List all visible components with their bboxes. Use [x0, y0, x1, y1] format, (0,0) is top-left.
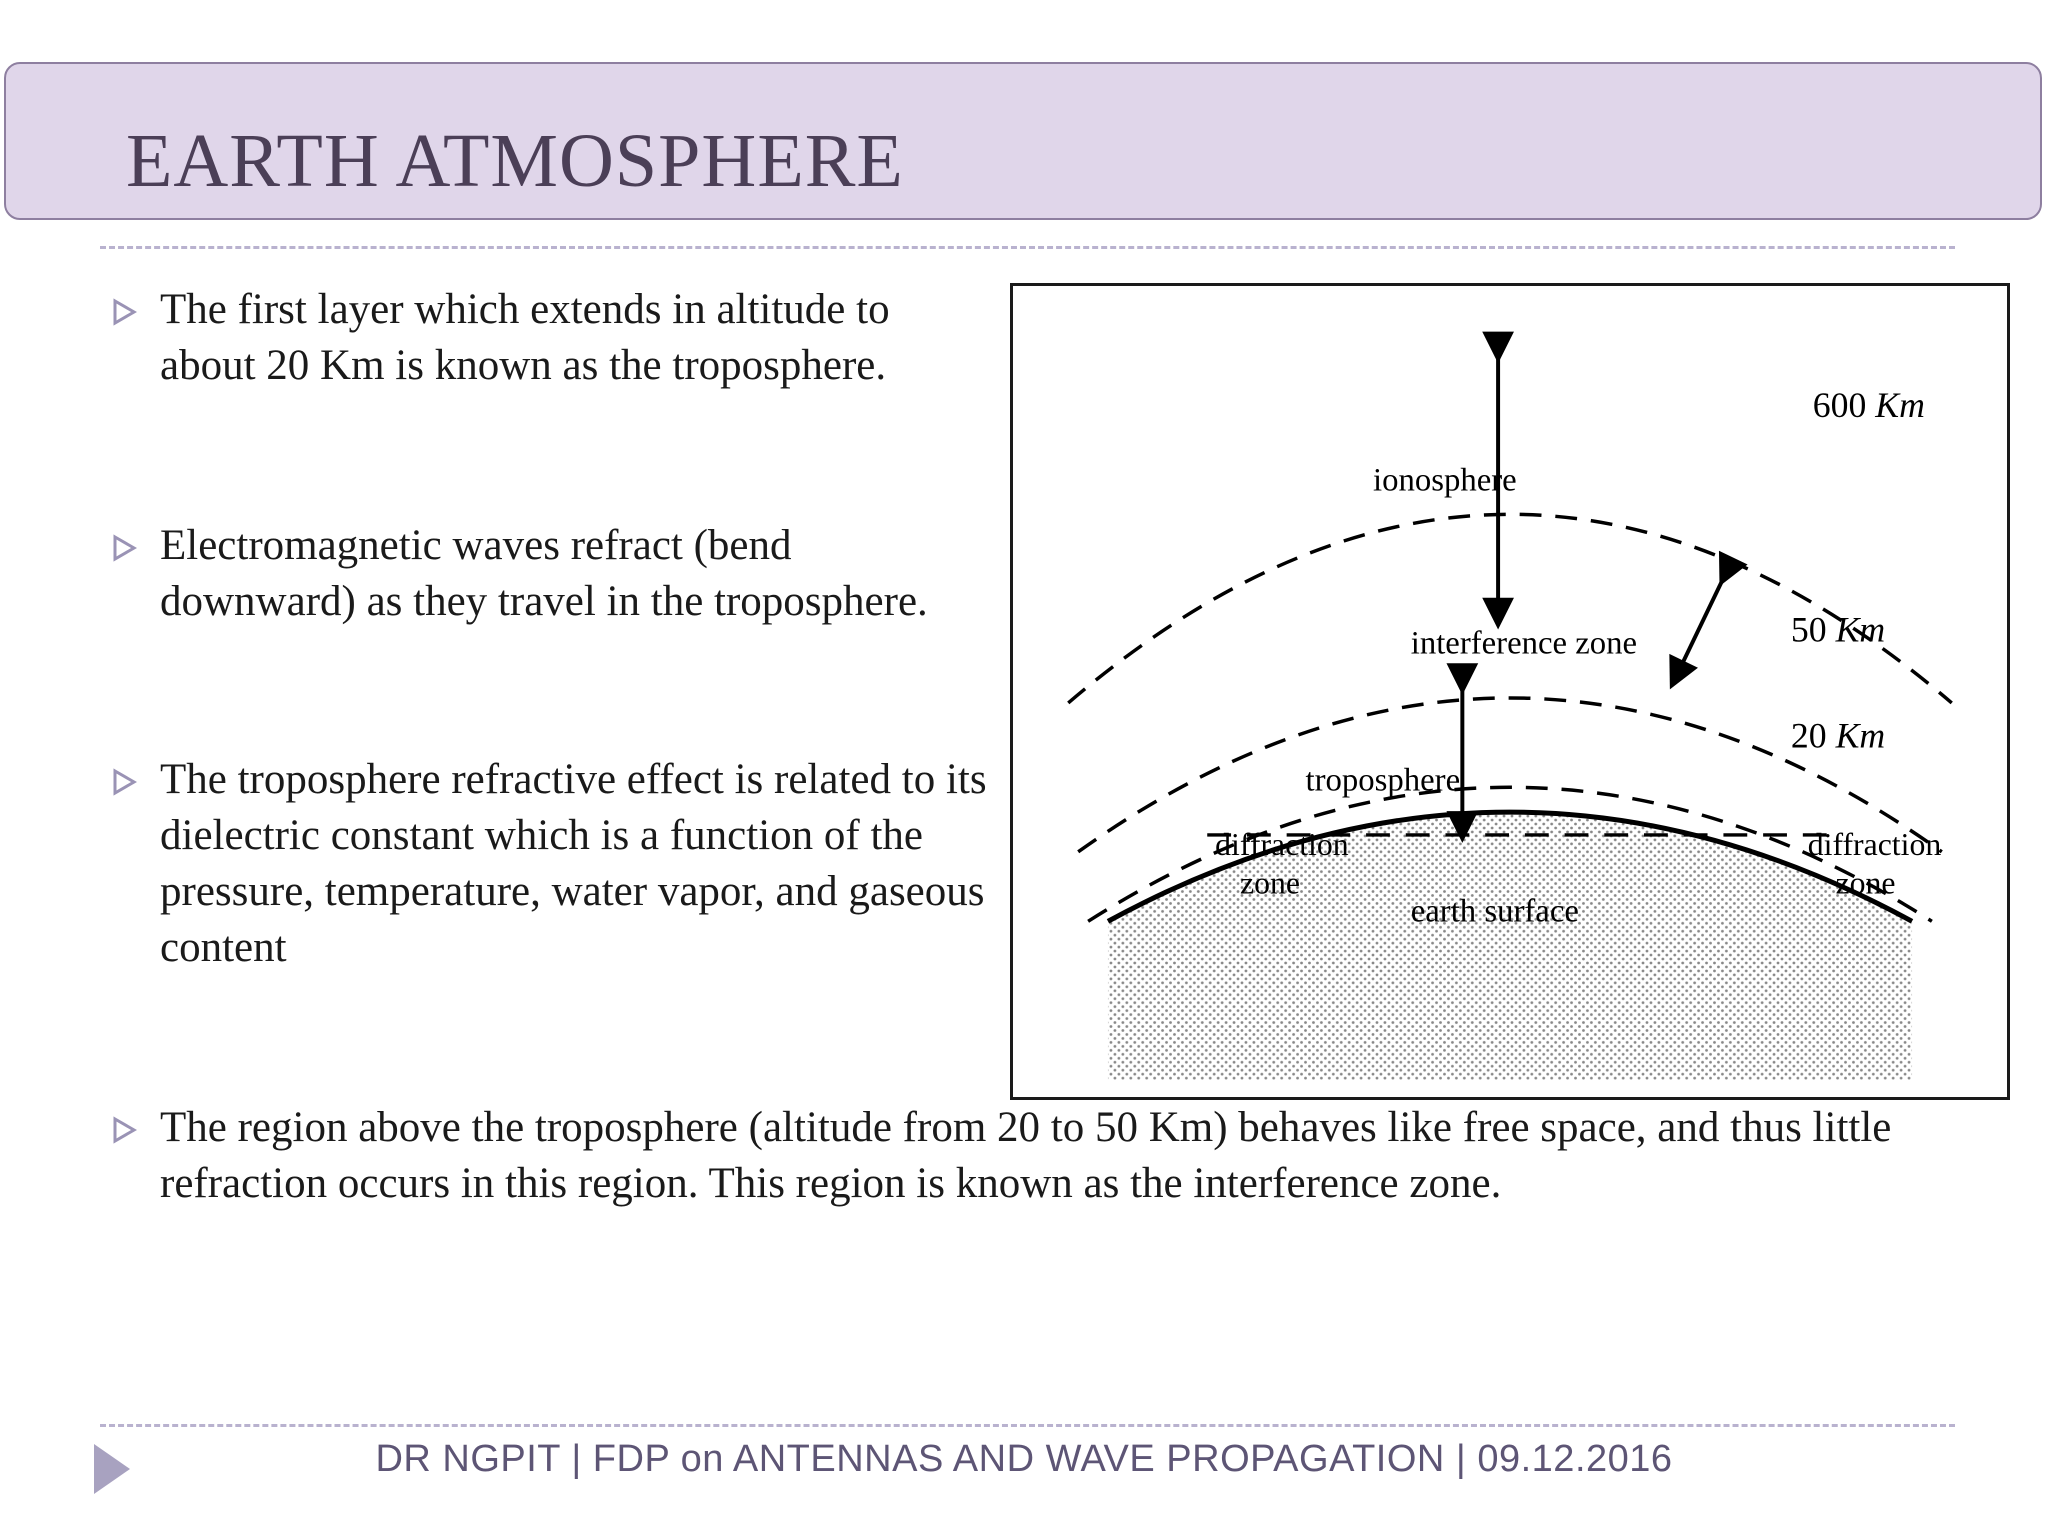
label-diffraction-zone-left-2: zone: [1239, 865, 1300, 901]
label-diffraction-zone-left-1: diffraction: [1215, 826, 1349, 862]
atmosphere-diagram: [1010, 283, 2010, 1100]
triangle-bullet-icon: [112, 298, 146, 326]
bullet-text-1: The first layer which extends in altitude to about 20 Km is known as the troposphere.: [160, 286, 890, 389]
label-altitude-20km: 20 Km: [1790, 715, 1886, 756]
bullet-item-4: [112, 1100, 1952, 1212]
divider-top: [100, 246, 1955, 249]
bullet-item-3: [112, 752, 1012, 976]
slide-footer: DR NGPIT | FDP on ANTENNAS AND WAVE PROPAGATION | 09.12.2016: [375, 1438, 1673, 1480]
bullet-item-2: [112, 518, 992, 630]
page-title: EARTH ATMOSPHERE: [126, 119, 904, 203]
label-earth-surface: earth surface: [1410, 893, 1579, 930]
triangle-bullet-icon: [112, 768, 146, 796]
label-altitude-600km: 600 Km: [1812, 385, 1925, 426]
bullet-item-1: [112, 282, 972, 394]
triangle-bullet-icon: [112, 1116, 146, 1144]
label-interference-zone: interference zone: [1410, 625, 1638, 662]
divider-bottom: [100, 1424, 1955, 1427]
bullet-text-3: The troposphere refractive effect is related to its dielectric constant which is a function of the pressure, temperature, water vapor, and gaseous content: [160, 756, 987, 971]
bullet-text-2: Electromagnetic waves refract (bend downward) as they travel in the troposphere.: [160, 522, 928, 625]
label-diffraction-zone-right-2: zone: [1835, 865, 1896, 901]
label-ionosphere: ionosphere: [1373, 462, 1517, 499]
triangle-bullet-icon: [112, 534, 146, 562]
label-diffraction-zone-right-1: diffraction: [1807, 826, 1942, 862]
label-altitude-50km: 50 Km: [1790, 609, 1886, 650]
bullet-text-4: The region above the troposphere (altitude from 20 to 50 Km) behaves like free space, and thus little refraction occurs in this region. This region is known as the interference zone.: [160, 1104, 1892, 1207]
label-troposphere: troposphere: [1305, 762, 1461, 799]
